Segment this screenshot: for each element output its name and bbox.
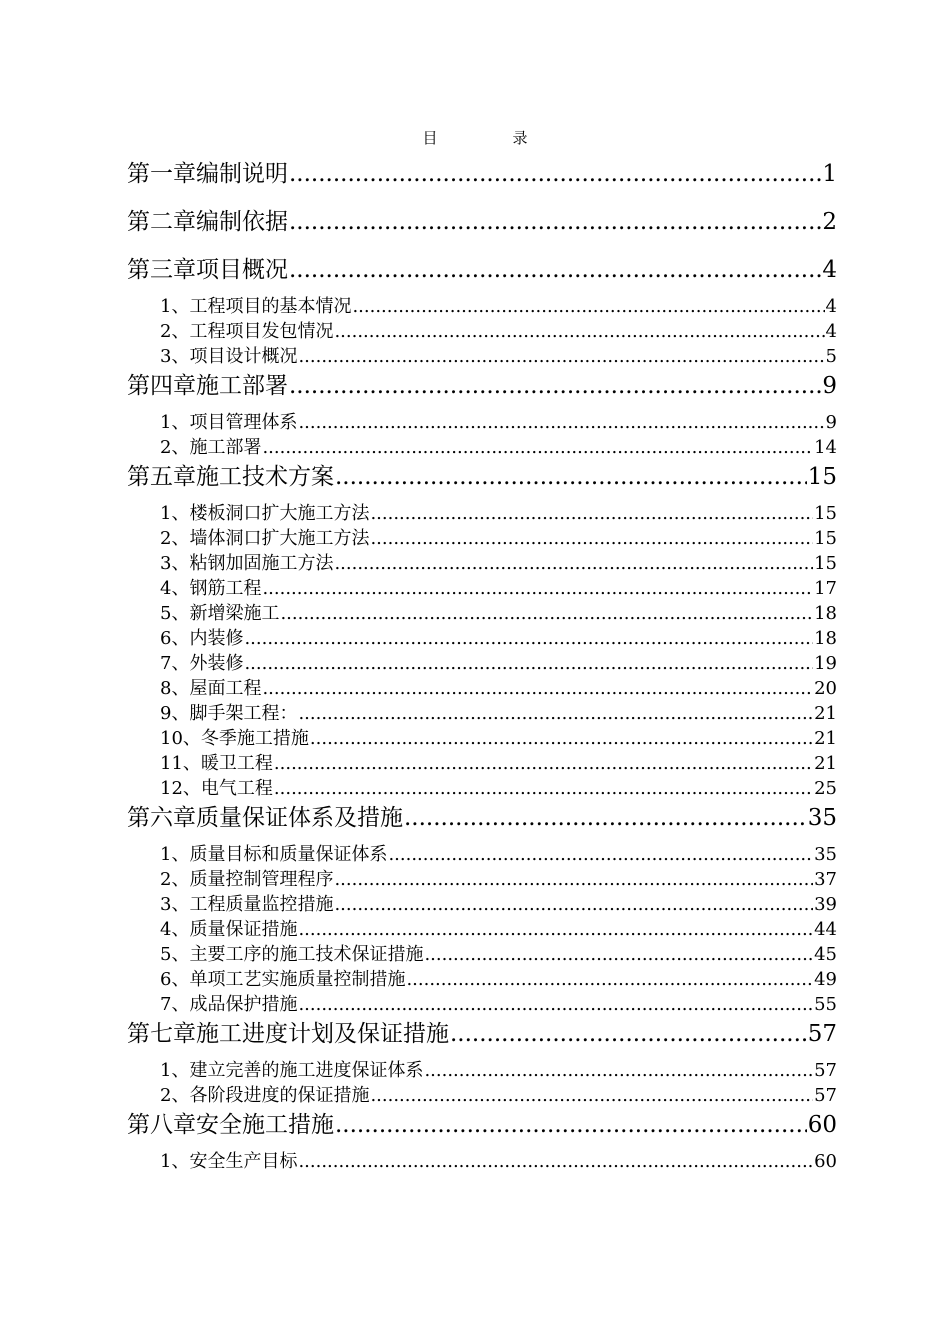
- toc-page-number: 15: [814, 528, 837, 549]
- toc-entry-label: 工程项目发包情况: [189, 321, 334, 342]
- toc-entry-number: 2、: [160, 437, 190, 458]
- toc-dot-leader: [352, 294, 824, 319]
- toc-section-entry[interactable]: [160, 942, 837, 967]
- toc-page-number: 44: [814, 919, 837, 940]
- toc-entry-number: 1、: [160, 1060, 190, 1081]
- toc-entry-number: 6、: [160, 969, 190, 990]
- toc-page-number: 4: [825, 296, 837, 317]
- toc-entry-number: 2、: [160, 869, 190, 890]
- toc-page-number: 55: [814, 994, 837, 1015]
- toc-dot-leader: [274, 776, 813, 801]
- toc-section-entry[interactable]: [160, 1083, 837, 1108]
- toc-dot-leader: [424, 1058, 813, 1083]
- toc-section-entry[interactable]: [160, 410, 837, 435]
- toc-section-entry[interactable]: [160, 319, 837, 344]
- toc-entry-number: 1、: [160, 1151, 190, 1172]
- toc-section-entry[interactable]: [160, 626, 837, 651]
- toc-page-number: 14: [814, 437, 837, 458]
- toc-entry-label: 编制说明: [196, 161, 288, 187]
- toc-chapter-entry[interactable]: [127, 1018, 837, 1050]
- toc-page-number: 1: [822, 161, 837, 187]
- toc-chapter-entry[interactable]: [127, 206, 837, 238]
- toc-chapter-entry[interactable]: [127, 461, 837, 493]
- toc-entry-label: 项目设计概况: [189, 346, 298, 367]
- toc-entry-label: 质量保证体系及措施: [196, 805, 403, 831]
- toc-page-number: 2: [822, 209, 837, 235]
- toc-section-entry[interactable]: [160, 1149, 837, 1174]
- toc-dot-leader: [298, 1149, 813, 1174]
- toc-page-number: 60: [814, 1151, 837, 1172]
- toc-dot-leader: [388, 842, 813, 867]
- toc-entry-number: 1、: [160, 844, 190, 865]
- toc-entry-label: 安全施工措施: [196, 1112, 334, 1138]
- toc-entry-number: 4、: [160, 919, 190, 940]
- toc-entry-number: 1、: [160, 412, 190, 433]
- toc-entry-label: 施工技术方案: [196, 464, 334, 490]
- toc-entry-label: 主要工序的施工技术保证措施: [189, 944, 424, 965]
- toc-entry-number: 10、: [160, 728, 201, 749]
- toc-page-number: 35: [814, 844, 837, 865]
- toc-section-entry[interactable]: [160, 842, 837, 867]
- toc-entry-label: 安全生产目标: [189, 1151, 298, 1172]
- toc-page-number: 21: [814, 728, 837, 749]
- toc-entry-label: 项目管理体系: [189, 412, 298, 433]
- toc-dot-leader: [289, 158, 821, 190]
- toc-dot-leader: [370, 1083, 813, 1108]
- toc-section-entry[interactable]: [160, 701, 837, 726]
- toc-entry-number: 12、: [160, 778, 201, 799]
- toc-chapter-entry[interactable]: [127, 802, 837, 834]
- toc-section-entry[interactable]: [160, 892, 837, 917]
- toc-page-number: 17: [814, 578, 837, 599]
- toc-dot-leader: [262, 676, 813, 701]
- toc-page-number: 4: [822, 257, 837, 283]
- toc-page-number: 39: [814, 894, 837, 915]
- toc-entry-number: 第六章: [127, 805, 196, 831]
- toc-page-number: 19: [814, 653, 837, 674]
- toc-page-number: 9: [822, 373, 837, 399]
- toc-section-entry[interactable]: [160, 601, 837, 626]
- toc-page-number: 57: [814, 1085, 837, 1106]
- toc-entry-number: 2、: [160, 528, 190, 549]
- toc-entry-number: 6、: [160, 628, 190, 649]
- toc-page-number: 45: [814, 944, 837, 965]
- toc-entry-label: 项目概况: [196, 257, 288, 283]
- toc-dot-leader: [334, 867, 813, 892]
- toc-page-number: 35: [807, 805, 837, 831]
- toc-chapter-entry[interactable]: [127, 370, 837, 402]
- toc-section-entry[interactable]: [160, 1058, 837, 1083]
- toc-entry-label: 暖卫工程: [200, 753, 273, 774]
- toc-dot-leader: [262, 576, 813, 601]
- toc-section-entry[interactable]: [160, 651, 837, 676]
- toc-dot-leader: [424, 942, 813, 967]
- toc-entry-label: 编制依据: [196, 209, 288, 235]
- toc-dot-leader: [298, 410, 824, 435]
- toc-chapter-entry[interactable]: [127, 158, 837, 190]
- toc-entry-label: 工程质量监控措施: [189, 894, 334, 915]
- toc-dot-leader: [370, 526, 813, 551]
- toc-page-number: 37: [814, 869, 837, 890]
- toc-entry-number: 1、: [160, 296, 190, 317]
- toc-entry-label: 脚手架工程：: [189, 703, 298, 724]
- toc-section-entry[interactable]: [160, 344, 837, 369]
- toc-page-number: 18: [814, 628, 837, 649]
- toc-dot-leader: [289, 370, 821, 402]
- toc-entry-label: 粘钢加固施工方法: [189, 553, 334, 574]
- toc-entry-label: 各阶段进度的保证措施: [189, 1085, 370, 1106]
- toc-entry-number: 2、: [160, 1085, 190, 1106]
- toc-section-entry[interactable]: [160, 576, 837, 601]
- toc-page-number: 15: [814, 553, 837, 574]
- toc-section-entry[interactable]: [160, 676, 837, 701]
- toc-section-entry[interactable]: [160, 967, 837, 992]
- toc-dot-leader: [289, 206, 821, 238]
- toc-dot-leader: [298, 701, 813, 726]
- toc-dot-leader: [289, 254, 821, 286]
- toc-entry-label: 质量控制管理程序: [189, 869, 334, 890]
- toc-entry-number: 3、: [160, 553, 190, 574]
- toc-section-entry[interactable]: [160, 992, 837, 1017]
- toc-section-entry[interactable]: [160, 526, 837, 551]
- toc-entry-label: 施工部署: [189, 437, 262, 458]
- toc-dot-leader: [298, 344, 824, 369]
- toc-entry-number: 4、: [160, 578, 190, 599]
- toc-entry-label: 屋面工程: [189, 678, 262, 699]
- toc-entry-number: 5、: [160, 603, 190, 624]
- toc-entry-number: 第一章: [127, 161, 196, 187]
- toc-entry-label: 电气工程: [200, 778, 273, 799]
- toc-entry-label: 单项工艺实施质量控制措施: [189, 969, 406, 990]
- toc-entry-label: 建立完善的施工进度保证体系: [189, 1060, 424, 1081]
- toc-section-entry[interactable]: [160, 917, 837, 942]
- toc-entry-label: 成品保护措施: [189, 994, 298, 1015]
- toc-section-entry[interactable]: [160, 501, 837, 526]
- toc-page-number: 21: [814, 703, 837, 724]
- toc-page-number: 20: [814, 678, 837, 699]
- toc-section-entry[interactable]: [160, 751, 837, 776]
- toc-dot-leader: [244, 651, 813, 676]
- toc-entry-label: 施工进度计划及保证措施: [196, 1021, 449, 1047]
- toc-page-number: 25: [814, 778, 837, 799]
- toc-page-number: 49: [814, 969, 837, 990]
- toc-dot-leader: [280, 601, 813, 626]
- toc-entry-number: 7、: [160, 994, 190, 1015]
- toc-entry-label: 钢筋工程: [189, 578, 262, 599]
- toc-page-number: 18: [814, 603, 837, 624]
- toc-section-entry[interactable]: [160, 294, 837, 319]
- toc-title: 目 录: [422, 129, 558, 147]
- toc-entry-number: 第七章: [127, 1021, 196, 1047]
- toc-entry-label: 内装修: [189, 628, 244, 649]
- toc-entry-number: 1、: [160, 503, 190, 524]
- toc-chapter-entry[interactable]: [127, 1109, 837, 1141]
- toc-section-entry[interactable]: [160, 551, 837, 576]
- toc-page-number: 5: [825, 346, 837, 367]
- toc-page-number: 9: [825, 412, 837, 433]
- toc-dot-leader: [335, 1109, 807, 1141]
- toc-page-number: 15: [807, 464, 837, 490]
- toc-dot-leader: [298, 917, 813, 942]
- toc-entry-number: 7、: [160, 653, 190, 674]
- toc-page-number: 4: [825, 321, 837, 342]
- toc-dot-leader: [334, 892, 813, 917]
- toc-page-number: 57: [814, 1060, 837, 1081]
- toc-chapter-entry[interactable]: [127, 254, 837, 286]
- toc-dot-leader: [310, 726, 813, 751]
- toc-page-number: 57: [807, 1021, 837, 1047]
- toc-dot-leader: [450, 1018, 807, 1050]
- toc-dot-leader: [370, 501, 813, 526]
- toc-dot-leader: [335, 461, 807, 493]
- toc-entry-number: 3、: [160, 894, 190, 915]
- toc-page-number: 15: [814, 503, 837, 524]
- toc-section-entry[interactable]: [160, 726, 837, 751]
- toc-entry-number: 第四章: [127, 373, 196, 399]
- toc-dot-leader: [334, 551, 813, 576]
- toc-dot-leader: [406, 967, 813, 992]
- toc-entry-label: 墙体洞口扩大施工方法: [189, 528, 370, 549]
- toc-entry-label: 质量保证措施: [189, 919, 298, 940]
- toc-entry-number: 第五章: [127, 464, 196, 490]
- toc-entry-label: 工程项目的基本情况: [189, 296, 352, 317]
- toc-dot-leader: [404, 802, 807, 834]
- toc-entry-number: 第三章: [127, 257, 196, 283]
- toc-entry-number: 第八章: [127, 1112, 196, 1138]
- toc-section-entry[interactable]: [160, 867, 837, 892]
- toc-page-number: 21: [814, 753, 837, 774]
- toc-entry-label: 冬季施工措施: [200, 728, 309, 749]
- toc-entry-number: 第二章: [127, 209, 196, 235]
- toc-entry-label: 楼板洞口扩大施工方法: [189, 503, 370, 524]
- toc-entry-number: 8、: [160, 678, 190, 699]
- toc-entry-number: 5、: [160, 944, 190, 965]
- toc-entry-number: 9、: [160, 703, 190, 724]
- toc-section-entry[interactable]: [160, 435, 837, 460]
- toc-page-number: 60: [807, 1112, 837, 1138]
- toc-dot-leader: [298, 992, 813, 1017]
- toc-entry-label: 质量目标和质量保证体系: [189, 844, 388, 865]
- toc-entry-number: 11、: [160, 753, 201, 774]
- toc-entry-label: 新增梁施工: [189, 603, 280, 624]
- toc-dot-leader: [244, 626, 813, 651]
- toc-entry-number: 2、: [160, 321, 190, 342]
- toc-dot-leader: [274, 751, 813, 776]
- toc-section-entry[interactable]: [160, 776, 837, 801]
- toc-dot-leader: [334, 319, 824, 344]
- toc-entry-label: 施工部署: [196, 373, 288, 399]
- toc-entry-number: 3、: [160, 346, 190, 367]
- toc-dot-leader: [262, 435, 813, 460]
- toc-entry-label: 外装修: [189, 653, 244, 674]
